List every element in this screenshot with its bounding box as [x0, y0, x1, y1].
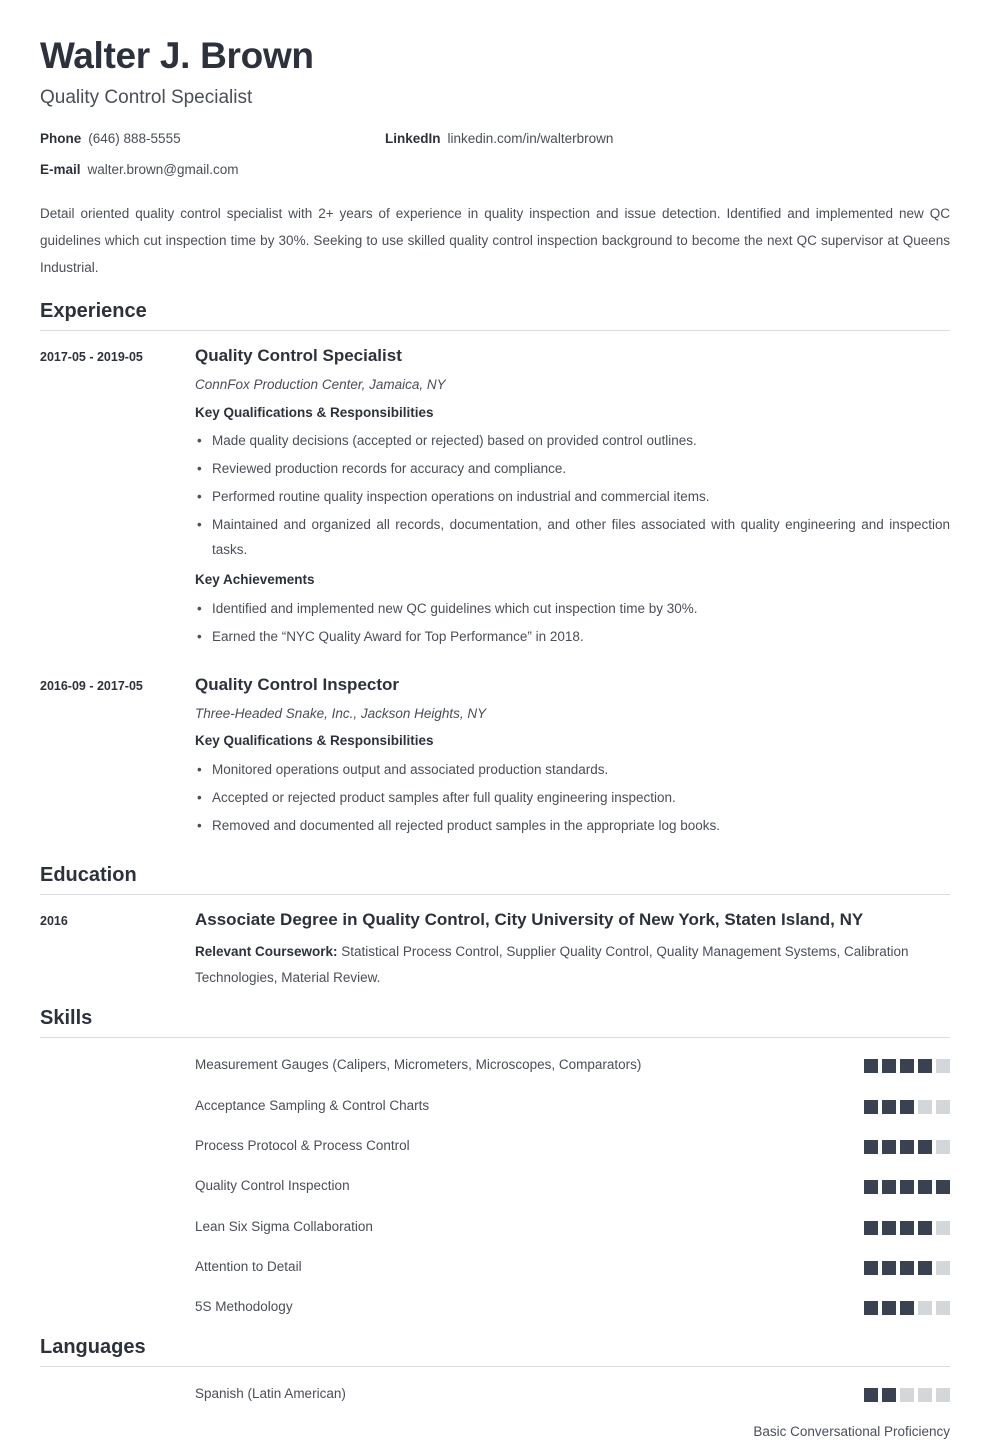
- skill-item: [40, 1093, 950, 1119]
- experience-achievements-list: [195, 597, 950, 650]
- rating-square-filled: [864, 1261, 878, 1275]
- rating-square-empty: [918, 1100, 932, 1114]
- experience-company: ConnFox Production Center, Jamaica, NY: [195, 376, 950, 394]
- professional-summary: Detail oriented quality control specialist with 2+ years of experience in quality inspection and issue detection. Identified and implemented new QC guidelines which cut inspection time by 30%. Seeking to use skilled quality control inspection background to become the next QC supervisor at Queens Industrial.: [40, 200, 950, 281]
- contact-details: [40, 131, 950, 177]
- skill-item-rating: [864, 1173, 950, 1194]
- language-item-label: Spanish (Latin American): [195, 1381, 864, 1407]
- contact-row-2: [40, 162, 950, 178]
- list-item: • Accepted or rejected product samples after full quality engineering inspection.: [195, 786, 950, 811]
- rating-square-empty: [918, 1388, 932, 1402]
- phone-label: Phone: [40, 131, 81, 147]
- skills-list: [40, 1052, 950, 1320]
- section-divider: [40, 894, 950, 895]
- rating-square-filled: [900, 1059, 914, 1073]
- skill-item-label: Quality Control Inspection: [195, 1173, 864, 1199]
- rating-square-filled: [900, 1100, 914, 1114]
- language-item-rating: [864, 1381, 950, 1402]
- list-item: • Reviewed production records for accuracy and compliance.: [195, 457, 950, 482]
- rating-square-empty: [936, 1301, 950, 1315]
- phone-value[interactable]: (646) 888-5555: [88, 131, 180, 147]
- rating-square-filled: [936, 1180, 950, 1194]
- skill-item-label: Process Protocol & Process Control: [195, 1133, 864, 1159]
- section-heading-education: Education: [40, 863, 950, 887]
- experience-qualifications-caption: Key Qualifications & Responsibilities: [195, 732, 950, 750]
- skill-item-rating: [864, 1093, 950, 1114]
- skill-item: [40, 1173, 950, 1199]
- skill-item-label: Attention to Detail: [195, 1254, 864, 1280]
- skill-item: [40, 1214, 950, 1240]
- candidate-job-title: Quality Control Specialist: [40, 87, 950, 110]
- rating-square-filled: [918, 1180, 932, 1194]
- skill-item-label: Lean Six Sigma Collaboration: [195, 1214, 864, 1240]
- contact-empty: [385, 162, 950, 178]
- rating-square-filled: [918, 1059, 932, 1073]
- rating-square-empty: [936, 1140, 950, 1154]
- section-heading-languages: Languages: [40, 1335, 950, 1359]
- email-label: E-mail: [40, 162, 81, 178]
- list-item: • Performed routine quality inspection operations on industrial and commercial items.: [195, 485, 950, 510]
- section-languages: [40, 1335, 950, 1442]
- experience-date: 2017-05 - 2019-05: [40, 345, 195, 658]
- resume-header: [40, 36, 950, 178]
- coursework-value: Statistical Process Control, Supplier Quality Control, Quality Management Systems, Calibration Technologies, Material Review.: [195, 944, 909, 985]
- education-body: [195, 909, 950, 991]
- skill-item-label: Measurement Gauges (Calipers, Micrometers, Microscopes, Comparators): [195, 1052, 864, 1078]
- section-skills: [40, 1006, 950, 1320]
- contact-email: [40, 162, 385, 178]
- skill-item: [40, 1294, 950, 1320]
- education-entry: [40, 909, 950, 991]
- rating-square-filled: [882, 1059, 896, 1073]
- skill-item: [40, 1052, 950, 1078]
- skill-item-rating: [864, 1133, 950, 1154]
- rating-square-filled: [864, 1301, 878, 1315]
- coursework-label: Relevant Coursework:: [195, 944, 338, 959]
- section-heading-experience: Experience: [40, 299, 950, 323]
- section-experience: [40, 299, 950, 847]
- rating-square-empty: [936, 1261, 950, 1275]
- section-heading-skills: Skills: [40, 1006, 950, 1030]
- section-education: [40, 863, 950, 991]
- rating-square-filled: [864, 1059, 878, 1073]
- rating-square-filled: [864, 1180, 878, 1194]
- rating-square-empty: [936, 1059, 950, 1073]
- contact-row-1: [40, 131, 950, 147]
- rating-square-filled: [882, 1261, 896, 1275]
- experience-job-title: Quality Control Inspector: [195, 674, 950, 695]
- languages-list: [40, 1381, 950, 1442]
- list-item: • Removed and documented all rejected product samples in the appropriate log books.: [195, 814, 950, 839]
- rating-square-filled: [900, 1301, 914, 1315]
- list-item: • Made quality decisions (accepted or rejected) based on provided control outlines.: [195, 429, 950, 454]
- education-coursework: [195, 939, 950, 990]
- rating-square-filled: [882, 1180, 896, 1194]
- rating-square-filled: [918, 1261, 932, 1275]
- skill-item-label: 5S Methodology: [195, 1294, 864, 1320]
- experience-qualifications-caption: Key Qualifications & Responsibilities: [195, 404, 950, 422]
- rating-square-filled: [864, 1388, 878, 1402]
- skill-item-rating: [864, 1214, 950, 1235]
- rating-square-empty: [936, 1388, 950, 1402]
- language-item-proficiency-note: Basic Conversational Proficiency: [40, 1421, 950, 1442]
- skill-item-rating: [864, 1052, 950, 1073]
- list-item: • Identified and implemented new QC guidelines which cut inspection time by 30%.: [195, 597, 950, 622]
- email-value[interactable]: walter.brown@gmail.com: [88, 162, 239, 178]
- rating-square-filled: [882, 1140, 896, 1154]
- experience-company: Three-Headed Snake, Inc., Jackson Heights, NY: [195, 705, 950, 723]
- contact-phone: [40, 131, 385, 147]
- list-item: • Monitored operations output and associated production standards.: [195, 758, 950, 783]
- list-item: • Earned the “NYC Quality Award for Top Performance” in 2018.: [195, 625, 950, 650]
- rating-square-filled: [864, 1221, 878, 1235]
- rating-square-filled: [900, 1140, 914, 1154]
- experience-achievements-caption: Key Achievements: [195, 571, 950, 589]
- experience-body: [195, 674, 950, 847]
- linkedin-label: LinkedIn: [385, 131, 441, 147]
- contact-linkedin: [385, 131, 950, 147]
- rating-square-empty: [918, 1301, 932, 1315]
- rating-square-empty: [900, 1388, 914, 1402]
- rating-square-filled: [918, 1221, 932, 1235]
- rating-square-filled: [900, 1261, 914, 1275]
- experience-entry: [40, 674, 950, 847]
- experience-job-title: Quality Control Specialist: [195, 345, 950, 366]
- rating-square-filled: [864, 1100, 878, 1114]
- rating-square-empty: [936, 1100, 950, 1114]
- rating-square-filled: [918, 1140, 932, 1154]
- experience-qualifications-list: [195, 758, 950, 839]
- skill-item-rating: [864, 1294, 950, 1315]
- section-divider: [40, 330, 950, 331]
- education-degree: Associate Degree in Quality Control, City University of New York, Staten Island, NY: [195, 909, 950, 930]
- experience-date: 2016-09 - 2017-05: [40, 674, 195, 847]
- language-item: [40, 1381, 950, 1407]
- rating-square-filled: [900, 1180, 914, 1194]
- skill-item: [40, 1254, 950, 1280]
- linkedin-value[interactable]: linkedin.com/in/walterbrown: [448, 131, 614, 147]
- rating-square-filled: [882, 1388, 896, 1402]
- section-divider: [40, 1366, 950, 1367]
- rating-square-filled: [882, 1100, 896, 1114]
- education-date: 2016: [40, 909, 195, 991]
- rating-square-empty: [936, 1221, 950, 1235]
- rating-square-filled: [900, 1221, 914, 1235]
- skill-item-rating: [864, 1254, 950, 1275]
- candidate-name: Walter J. Brown: [40, 36, 950, 77]
- section-divider: [40, 1037, 950, 1038]
- skill-item-label: Acceptance Sampling & Control Charts: [195, 1093, 864, 1119]
- experience-entry: [40, 345, 950, 658]
- experience-qualifications-list: [195, 429, 950, 563]
- rating-square-filled: [864, 1140, 878, 1154]
- skill-item: [40, 1133, 950, 1159]
- rating-square-filled: [882, 1301, 896, 1315]
- experience-body: [195, 345, 950, 658]
- list-item: • Maintained and organized all records, documentation, and other files associated with quality engineering and inspection tasks.: [195, 513, 950, 563]
- rating-square-filled: [882, 1221, 896, 1235]
